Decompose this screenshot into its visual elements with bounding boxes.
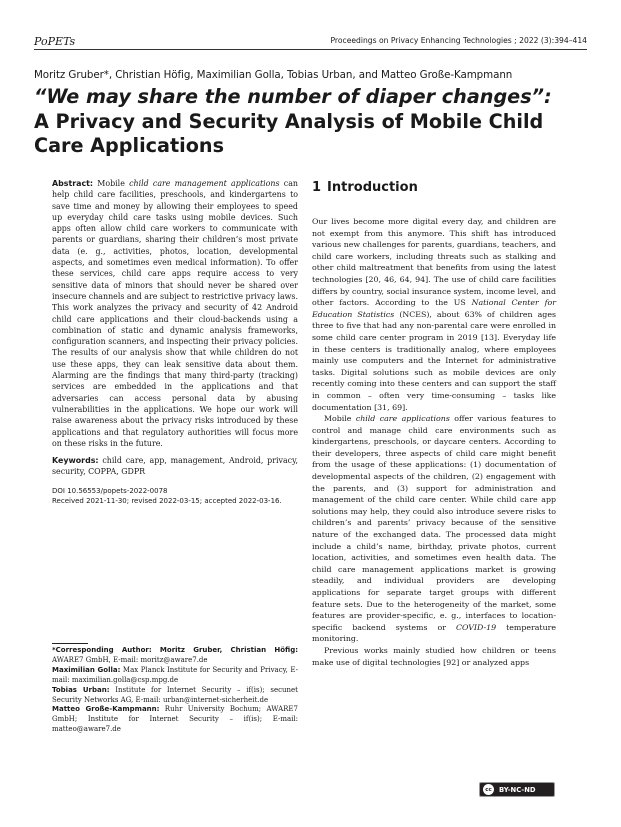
keywords-text: child care, app, management, Android, privacy, security, COPPA, GDPR xyxy=(52,456,298,477)
section-number: 1 xyxy=(312,180,322,195)
doi-link[interactable]: DOI 10.56553/popets-2022-0078 xyxy=(52,486,168,495)
intro-emphasis: child care applications xyxy=(355,414,450,424)
intro-text: Our lives become more digital every day, and children are not exempt from this anymore. This shift has introduced various new challenges for parents, guardians, teachers, and child care workers, including threats such as stalking and other child maltreatment that benefits from using the latest technologies [20, 46, 64, 94]. The use of child care facilities differs by country, social insurance system, income level, and other factors. According to the US xyxy=(312,217,556,308)
footnote-item xyxy=(52,666,298,686)
proceedings-info: Proceedings on Privacy Enhancing Technologies ; 2022 (3):394–414 xyxy=(330,36,587,45)
footnote-affiliation: Institute for Internet Security – if(is); secunet Security Networks AG, E-mail: urban@internet-sicherheit.de xyxy=(52,685,298,704)
keywords-label: Keywords: xyxy=(52,456,99,466)
intro-emphasis: COVID-19 xyxy=(455,622,497,632)
keywords xyxy=(52,455,298,478)
footnote-affiliation: AWARE7 GmbH, E-mail: moritz@aware7.de xyxy=(52,655,208,664)
footnote-author: Maximilian Golla: xyxy=(52,665,121,674)
license-badge[interactable] xyxy=(479,782,555,797)
paper-title xyxy=(34,85,594,159)
running-header xyxy=(34,35,587,50)
intro-paragraph-1 xyxy=(312,216,556,413)
received-dates: Received 2021-11-30; revised 2022-03-15; accepted 2022-03-16. xyxy=(52,497,282,506)
footnote-author: Tobias Urban: xyxy=(52,685,110,694)
abstract xyxy=(52,178,298,449)
creative-commons-icon: cc xyxy=(483,784,494,795)
left-column xyxy=(52,178,298,507)
section-title: Introduction xyxy=(327,180,418,195)
footnote-item xyxy=(52,646,298,666)
right-column xyxy=(312,180,556,668)
abstract-emphasis: child care management applications xyxy=(129,179,280,188)
intro-text: (NCES), about 63% of children ages three to five that had any non-parental care were enrolled in some child care center program in 2019 [13]. Everyday life in these centers is traditionally analog, where employees mainly use computers and the Internet for administrative tasks. Digital solutions such as mobile devices are only recently coming into these centers and can support the staff in common – often very time-consuming – tasks like documentation [31, 69]. xyxy=(312,309,556,412)
doi-block xyxy=(52,486,298,507)
section-heading xyxy=(312,180,556,196)
footnote-author: *Corresponding Author: Moritz Gruber, Christian Höfig: xyxy=(52,646,298,654)
footnote-author: Matteo Große-Kampmann: xyxy=(52,705,160,714)
abstract-text-2: can help child care facilities, preschools, and kindergartens to save time and money by allowing their employees to speed up everyday child care tasks using mobile devices. Such apps often allow child care workers to communicate with parents or guardians, sharing their children’s most private data (e. g., activities, photos, location, developmental aspects, and sometimes even medical information). To offer these services, child care apps require access to very sensitive data of minors that should never be shared over insecure channels and are subject to restrictive privacy laws. This work analyzes the privacy and security of 42 Android child care applications and their cloud-backends using a combination of static and dynamic analysis frameworks, configuration scanners, and inspecting their privacy policies. The results of our analysis show that while children do not use these apps, they can leak sensitive data about them. Alarming are the findings that many third-party (tracking) services are embedded in the applications and that adversaries can access personal data by abusing vulnerabilities in the applications. We hope our work will raise awareness about the privacy risks introduced by these applications and that regulatory authorities will focus more on these risks in the future. xyxy=(52,179,298,448)
intro-text: temperature monitoring. xyxy=(312,622,557,644)
title-line-quote: “We may share the number of diaper changes”: xyxy=(34,85,552,108)
author-footnotes xyxy=(52,646,298,735)
intro-text: offer various features to control and manage child care environments such as kindergartens, preschools, or daycare centers. According to their developers, three aspects of child care might benefit from the usage of these applications: (1) documentation of developmental aspects of the children, (2) engagement with the parents, and (3) support for administration and management of the child care center. While child care app solutions may help, they could also introduce severe risks to children’s and parents’ privacy because of the sensitive nature of the exchanged data. The processed data might include a child’s name, birthday, private photos, current location, activities, and sometimes even health data. The child care management applications market is growing steadily, and individual providers are developing applications for separate target groups with different feature sets. Due to the heterogeneity of the market, some features are provider-specific, e. g., interfaces to location-specific backend systems or xyxy=(312,414,556,632)
journal-name: PoPETs xyxy=(34,35,76,48)
intro-paragraph-2 xyxy=(312,413,556,645)
footnote-item xyxy=(52,705,298,735)
footnote-affiliation: Ruhr University Bochum; AWARE7 GmbH; Institute for Internet Security – if(is); E-mail: matteo@aware7.de xyxy=(52,705,298,734)
footnote-affiliation: Max Planck Institute for Security and Privacy, E-mail: maximilian.golla@csp.mpg.de xyxy=(52,665,298,684)
intro-paragraph-3: Previous works mainly studied how children or teens make use of digital technologies [92] or analyzed apps xyxy=(312,645,556,667)
abstract-label: Abstract: xyxy=(52,179,94,188)
intro-emphasis: National Center for Education Statistics xyxy=(312,298,556,319)
title-line-main: A Privacy and Security Analysis of Mobile Child Care Applications xyxy=(34,109,544,157)
author-list: Moritz Gruber*, Christian Höfig, Maximilian Golla, Tobias Urban, and Matteo Große-Kampmann xyxy=(34,69,513,81)
abstract-text-1: Mobile xyxy=(97,179,125,188)
footnote-item xyxy=(52,686,298,706)
intro-text: Mobile xyxy=(324,414,352,424)
footnote-divider xyxy=(52,643,88,644)
license-text: BY-NC-ND xyxy=(499,785,536,794)
